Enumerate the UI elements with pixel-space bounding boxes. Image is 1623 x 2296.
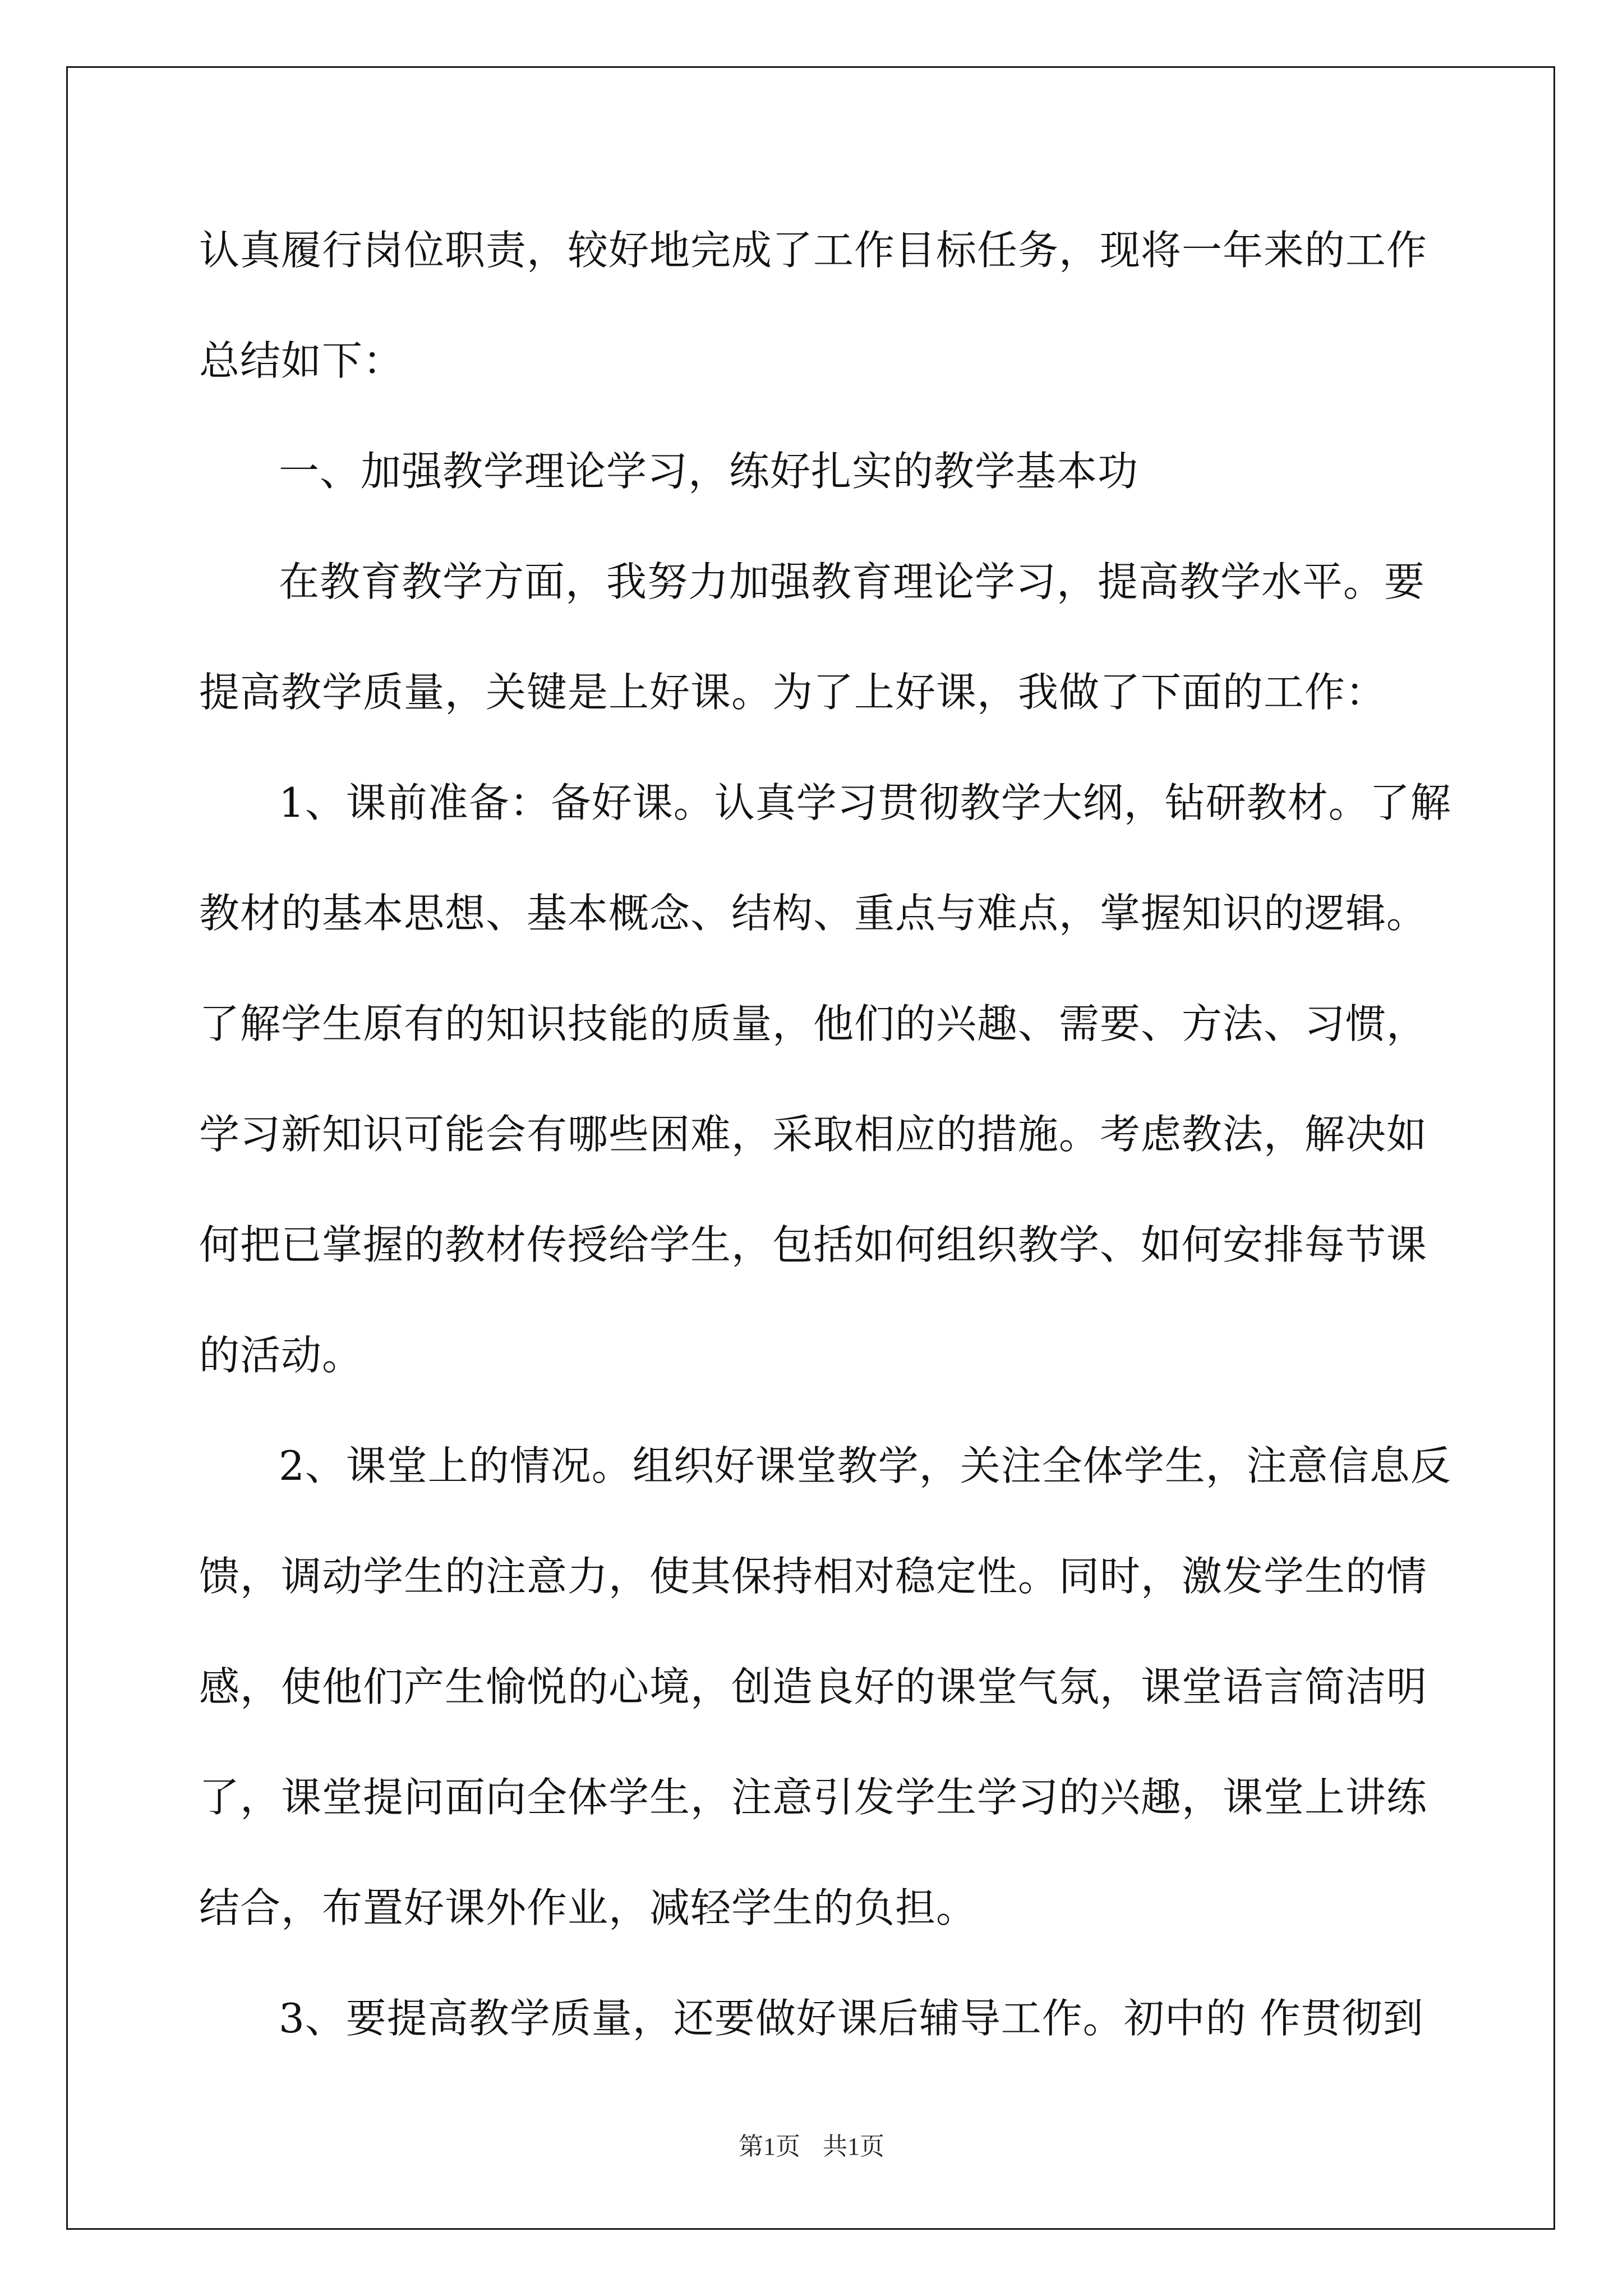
text-line-1: 认真履行岗位职责，较好地完成了工作目标任务，现将一年来的工作: [199, 227, 1428, 274]
page-number: 第1页: [739, 2133, 800, 2160]
text-line-8: 了解学生原有的知识技能的质量，他们的兴趣、需要、方法、习惯，: [199, 1000, 1428, 1047]
text-line-14: 感，使他们产生愉悦的心境，创造良好的课堂气氛，课堂语言简洁明: [199, 1663, 1428, 1710]
text-line-11: 的活动。: [199, 1332, 363, 1379]
text-line-2: 总结如下：: [199, 337, 404, 384]
text-line-16: 结合，布置好课外作业，减轻学生的负担。: [199, 1884, 978, 1931]
page-footer: [0, 2126, 1623, 2162]
document-body: [199, 213, 1451, 2092]
text-line-9: 学习新知识可能会有哪些困难，采取相应的措施。考虑教法，解决如: [199, 1111, 1428, 1158]
text-line-13: 馈，调动学生的注意力，使其保持相对稳定性。同时，激发学生的情: [199, 1553, 1428, 1600]
text-line-6: 1、课前准备：备好课。认真学习贯彻教学大纲，钻研教材。了解: [279, 779, 1451, 826]
text-line-17: 3、要提高教学质量，还要做好课后辅导工作。初中的 作贯彻到: [279, 1995, 1424, 2042]
text-line-4: 在教育教学方面，我努力加强教育理论学习，提高教学水平。要: [279, 558, 1426, 605]
text-line-7: 教材的基本思想、基本概念、结构、重点与难点，掌握知识的逻辑。: [199, 890, 1428, 937]
section-heading-1: 一、加强教学理论学习，练好扎实的教学基本功: [279, 448, 1139, 495]
text-line-15: 了，课堂提问面向全体学生，注意引发学生学习的兴趣，课堂上讲练: [199, 1774, 1428, 1821]
text-line-12: 2、课堂上的情况。组织好课堂教学，关注全体学生，注意信息反: [279, 1442, 1451, 1489]
text-line-5: 提高教学质量，关键是上好课。为了上好课，我做了下面的工作：: [199, 669, 1387, 716]
text-line-10: 何把已掌握的教材传授给学生，包括如何组织教学、如何安排每节课: [199, 1221, 1428, 1268]
page-total: 共1页: [823, 2133, 884, 2160]
